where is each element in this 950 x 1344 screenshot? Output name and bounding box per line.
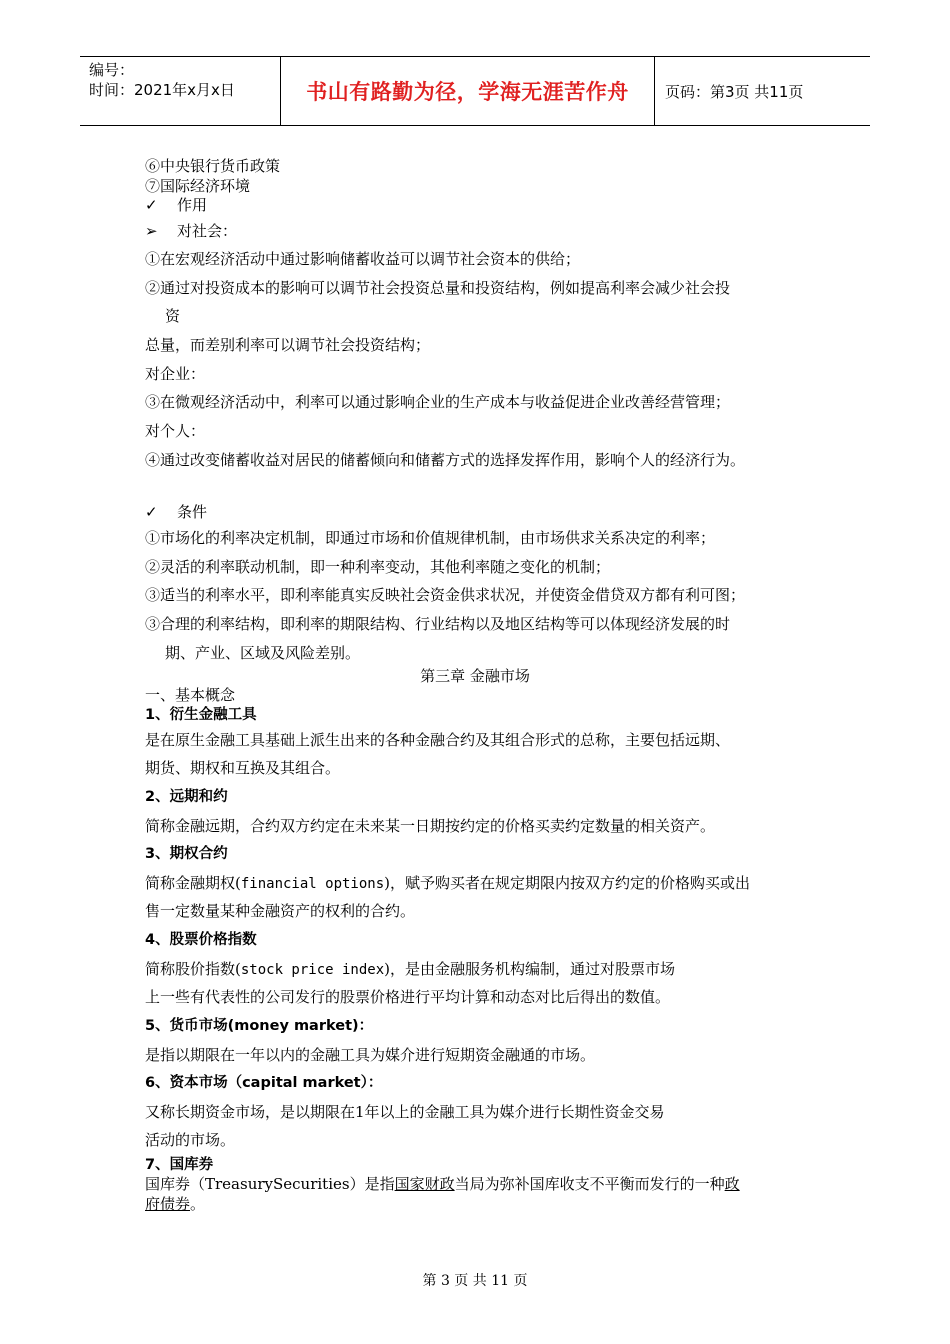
term-heading: 3、期权合约 [145, 846, 228, 862]
link-government-bond[interactable]: 政 [724, 1175, 740, 1193]
text-line: 简称金融远期，合约双方约定在未来某一日期按约定的价格买卖约定数量的相关资产。 [145, 817, 716, 835]
text-line: 上一些有代表性的公司发行的股票价格进行平均计算和动态对比后得出的数值。 [145, 988, 671, 1006]
text-line: 是指以期限在一年以内的金融工具为媒介进行短期资金融通的市场。 [145, 1046, 596, 1064]
text-line: ②通过对投资成本的影响可以调节社会投资总量和投资结构，例如提高利率会减少社会投 [145, 279, 731, 297]
header-motto: 书山有路勤为径，学海无涯苦作舟 [281, 57, 655, 125]
text-line: 活动的市场。 [145, 1131, 236, 1149]
term-heading: 5、货币市场(money market)： [145, 1018, 374, 1034]
page-header [80, 56, 870, 126]
bullet-line: ➢ 对社会： [145, 222, 238, 240]
doc-number-label: 编号： [89, 61, 135, 79]
chapter-title: 第三章 金融市场 [420, 667, 530, 685]
term-heading: 7、国库券 [145, 1157, 214, 1173]
text-line: 对个人： [145, 422, 206, 440]
link-government-bond[interactable]: 府债券 [145, 1195, 191, 1213]
text-line: ③适当的利率水平，即利率能真实反映社会资金供求状况，并使资金借贷双方都有利可图； [145, 586, 746, 604]
page-footer: 第 3 页 共 11 页 [422, 1273, 528, 1289]
text-line: ③在微观经济活动中，利率可以通过影响企业的生产成本与收益促进企业改善经营管理； [145, 393, 731, 411]
text-line: ⑦国际经济环境 [145, 177, 251, 195]
text-line: 又称长期资金市场，是以期限在1年以上的金融工具为媒介进行长期性资金交易 [145, 1103, 665, 1121]
header-meta [80, 57, 281, 125]
text-line: 期货、期权和互换及其组合。 [145, 759, 341, 777]
text-line: ③合理的利率结构，即利率的期限结构、行业结构以及地区结构等可以体现经济发展的时 [145, 615, 731, 633]
checkmark-icon: ✓ [145, 196, 158, 214]
text-line: 售一定数量某种金融资产的权利的合约。 [145, 902, 416, 920]
header-page-info: 页码：第3页 共11页 [665, 82, 804, 101]
link-national-finance[interactable]: 国家财政 [394, 1175, 455, 1193]
bullet-line: ✓ 条件 [145, 503, 208, 521]
term-heading: 4、股票价格指数 [145, 932, 257, 948]
text-line: ②灵活的利率联动机制，即一种利率变动，其他利率随之变化的机制； [145, 558, 611, 576]
text-line: ①市场化的利率决定机制，即通过市场和价值规律机制，由市场供求关系决定的利率； [145, 529, 716, 547]
text-line: ⑥中央银行货币政策 [145, 157, 281, 175]
text-line: ④通过改变储蓄收益对居民的储蓄倾向和储蓄方式的选择发挥作用，影响个人的经济行为。 [145, 451, 746, 469]
text-line: 期、产业、区域及风险差别。 [165, 644, 361, 662]
text-line: 简称金融期权(financial options)，赋予购买者在规定期限内按双方约定的价格购买或出 [145, 874, 751, 892]
section-heading: 一、基本概念 [145, 686, 236, 704]
term-heading: 2、远期和约 [145, 789, 228, 805]
text-line: 国库券（TreasurySecurities）是指国家财政当局为弥补国库收支不平衡而发行的一种政 [145, 1175, 740, 1193]
text-line: 对企业： [145, 365, 206, 383]
text-line: 是在原生金融工具基础上派生出来的各种金融合约及其组合形式的总称，主要包括远期、 [145, 731, 731, 749]
term-heading: 1、衍生金融工具 [145, 707, 257, 723]
checkmark-icon: ✓ [145, 503, 158, 521]
text-line: 资 [165, 307, 181, 325]
term-heading: 6、资本市场（capital market）： [145, 1075, 383, 1091]
text-line: ①在宏观经济活动中通过影响储蓄收益可以调节社会资本的供给； [145, 250, 581, 268]
bullet-line: ✓ 作用 [145, 196, 208, 214]
text-line: 简称股价指数(stock price index)，是由金融服务机构编制，通过对股票市场 [145, 960, 676, 978]
doc-time-label: 时间：2021年x月x日 [89, 81, 235, 99]
text-line: 府债券。 [145, 1195, 206, 1213]
arrowhead-bullet-icon: ➢ [145, 222, 158, 240]
text-line: 总量，而差别利率可以调节社会投资结构； [145, 336, 431, 354]
